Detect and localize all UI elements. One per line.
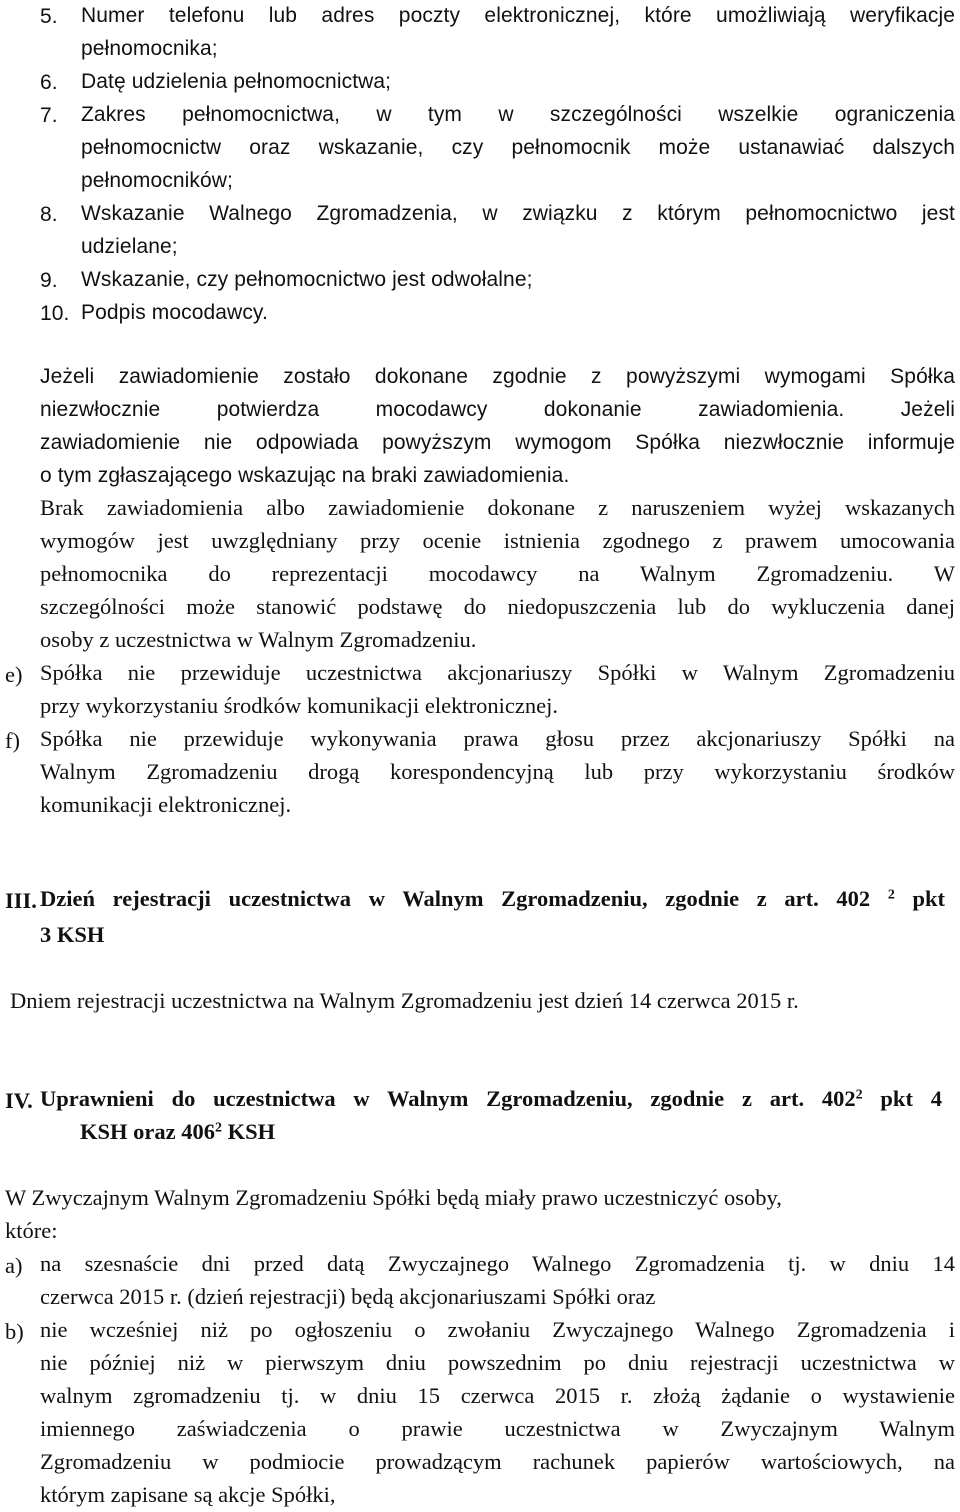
section-title-tail: pkt — [912, 886, 945, 911]
item-text: nie wcześniej niż po ogłoszeniu o zwołaniu Zwyczajnego Walnego Zgromadzenia i — [40, 1317, 955, 1342]
paragraph-line: o tym zgłaszającego wskazując na braki zawiadomienia. — [40, 464, 570, 487]
item-label: e) — [5, 662, 23, 687]
item-text: Zgromadzeniu w podmiocie prowadzącym rachunek papierów wartościowych, na — [40, 1449, 955, 1474]
list-item-text: Datę udzielenia pełnomocnictwa; — [81, 70, 392, 93]
section-title-text: KSH oraz 406 — [80, 1119, 215, 1144]
section-title-line2 — [80, 1121, 275, 1144]
list-item-text: Wskazanie, czy pełnomocnictwo jest odwołalne; — [81, 268, 533, 291]
item-text: którym zapisane są akcje Spółki, — [40, 1482, 336, 1507]
list-number: 7. — [40, 104, 58, 127]
superscript: 2 — [887, 887, 895, 903]
list-item-text: pełnomocnika; — [81, 37, 218, 60]
paragraph-line: zawiadomienie nie odpowiada powyższym wymogom Spółka niezwłocznie informuje — [40, 431, 955, 454]
section-title-tail: KSH — [227, 1119, 276, 1144]
section-title — [40, 1088, 942, 1111]
item-label: b) — [5, 1319, 24, 1344]
list-item-text: Wskazanie Walnego Zgromadzenia, w związku z którym pełnomocnictwo jest — [81, 202, 955, 225]
paragraph-line: wymogów jest uwzględniany przy ocenie istnienia zgodnego z prawem umocowania — [40, 528, 955, 553]
list-number: 6. — [40, 71, 58, 94]
section-numeral: III. — [5, 888, 37, 913]
item-text: przy wykorzystaniu środków komunikacji elektronicznej. — [40, 693, 558, 718]
section-title-text: Uprawnieni do uczestnictwa w Walnym Zgromadzeniu, zgodnie z art. 402 — [40, 1086, 856, 1111]
paragraph-line: osoby z uczestnictwa w Walnym Zgromadzeniu. — [40, 627, 477, 652]
list-item-text: pełnomocnictw oraz wskazanie, czy pełnomocnik może ustanawiać dalszych — [81, 136, 955, 159]
list-item-text: Podpis mocodawcy. — [81, 301, 268, 324]
list-number: 10. — [40, 302, 70, 325]
item-text: imiennego zaświadczenia o prawie uczestnictwa w Zwyczajnym Walnym — [40, 1416, 955, 1441]
list-item-text: Numer telefonu lub adres poczty elektronicznej, które umożliwiają weryfikacje — [81, 4, 955, 27]
superscript: 2 — [855, 1087, 863, 1103]
item-text: walnym zgromadzeniu tj. w dniu 15 czerwca 2015 r. złożą żądanie o wystawienie — [40, 1383, 955, 1408]
item-text: na szesnaście dni przed datą Zwyczajnego Walnego Zgromadzenia tj. w dniu 14 — [40, 1251, 955, 1276]
section-title-line2: 3 KSH — [40, 922, 105, 947]
paragraph-line: Brak zawiadomienia albo zawiadomienie dokonane z naruszeniem wyżej wskazanych — [40, 495, 955, 520]
superscript: 2 — [215, 1120, 222, 1136]
paragraph-line: Jeżeli zawiadomienie zostało dokonane zgodnie z powyższymi wymogami Spółka — [40, 365, 955, 388]
item-text: komunikacji elektronicznej. — [40, 792, 292, 817]
list-number: 8. — [40, 203, 58, 226]
item-text: nie później niż w pierwszym dniu powszednim po dniu rejestracji uczestnictwa w — [40, 1350, 955, 1375]
intro-line: które: — [5, 1218, 58, 1243]
item-text: Walnym Zgromadzeniu drogą korespondencyjną lub przy wykorzystaniu środków — [40, 759, 955, 784]
section-numeral: IV. — [5, 1088, 33, 1113]
item-text: czerwca 2015 r. (dzień rejestracji) będą akcjonariuszami Spółki oraz — [40, 1284, 656, 1309]
list-number: 9. — [40, 269, 58, 292]
intro-line: W Zwyczajnym Walnym Zgromadzeniu Spółki będą miały prawo uczestniczyć osoby, — [5, 1185, 782, 1210]
registration-date-text: Dniem rejestracji uczestnictwa na Walnym Zgromadzeniu jest dzień 14 czerwca 2015 r. — [10, 988, 799, 1013]
section-title-text: Dzień rejestracji uczestnictwa w Walnym Zgromadzeniu, zgodnie z art. 402 — [40, 886, 871, 911]
list-number: 5. — [40, 5, 58, 28]
section-title-tail: pkt 4 — [880, 1086, 942, 1111]
list-item-text: pełnomocników; — [81, 169, 233, 192]
item-label: a) — [5, 1253, 23, 1278]
list-item-text: udzielane; — [81, 235, 178, 258]
paragraph-line: niezwłocznie potwierdza mocodawcy dokonanie zawiadomienia. Jeżeli — [40, 398, 955, 421]
section-title — [40, 888, 945, 911]
item-label: f) — [5, 728, 20, 753]
item-text: Spółka nie przewiduje wykonywania prawa głosu przez akcjonariuszy Spółki na — [40, 726, 955, 751]
paragraph-line: pełnomocnika do reprezentacji mocodawcy na Walnym Zgromadzeniu. W — [40, 561, 955, 586]
paragraph-line: szczególności może stanowić podstawę do niedopuszczenia lub do wykluczenia danej — [40, 594, 955, 619]
item-text: Spółka nie przewiduje uczestnictwa akcjonariuszy Spółki w Walnym Zgromadzeniu — [40, 660, 955, 685]
list-item-text: Zakres pełnomocnictwa, w tym w szczególności wszelkie ograniczenia — [81, 103, 955, 126]
